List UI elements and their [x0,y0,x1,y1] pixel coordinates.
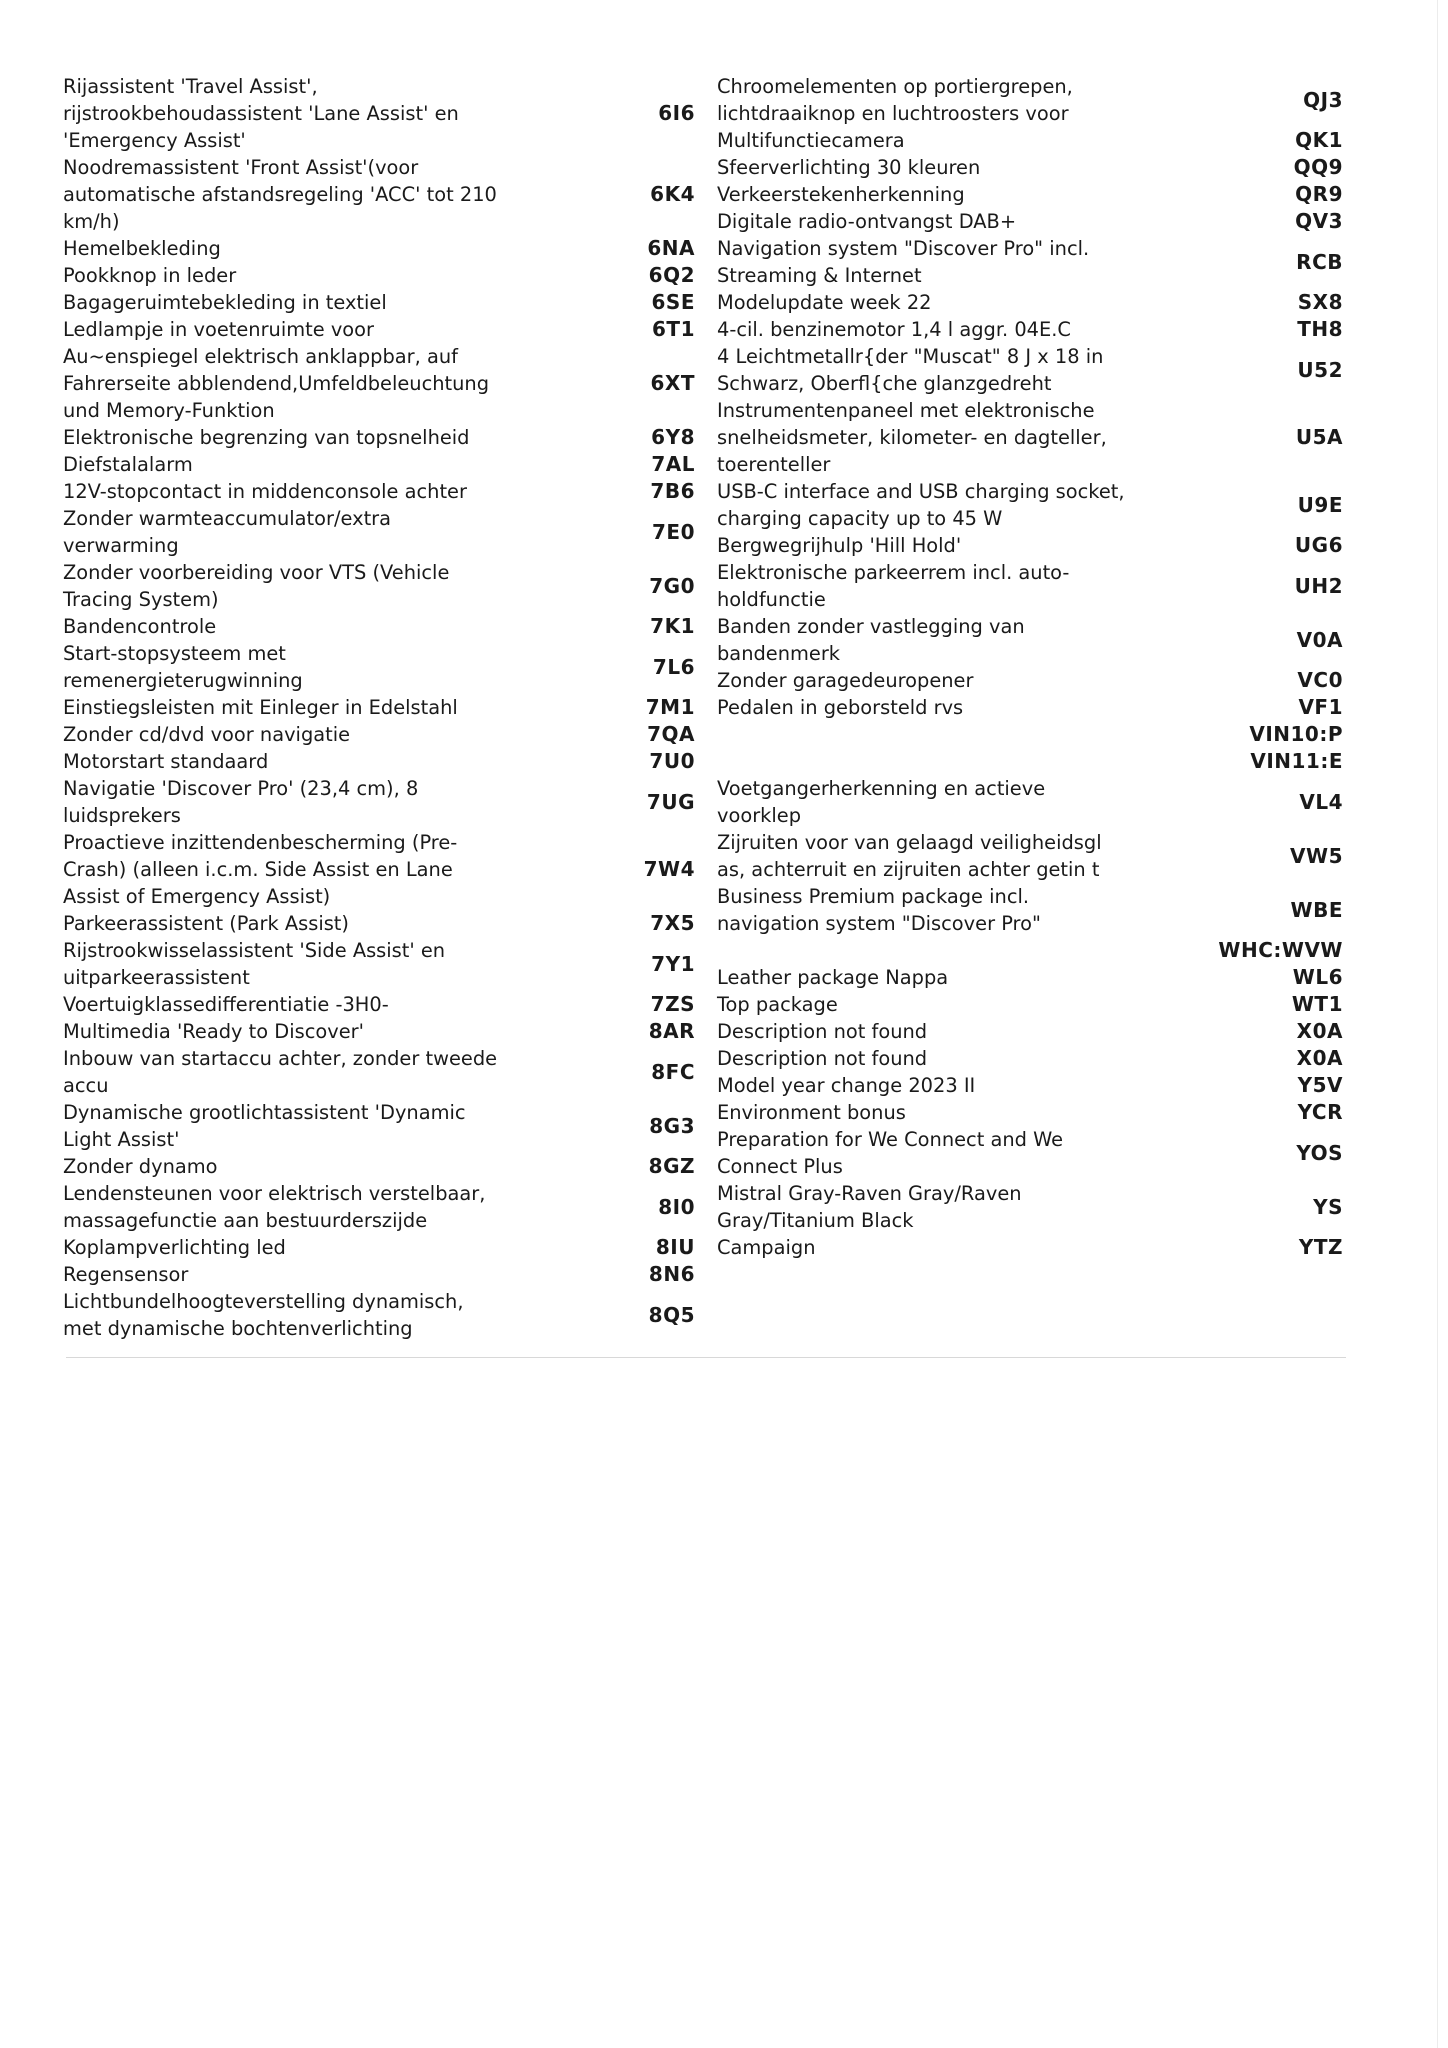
option-description: Einstiegsleisten mit Einleger in Edelstahl [63,696,458,719]
option-code: X0A [1296,1046,1343,1070]
option-code: YOS [1296,1140,1343,1165]
option-code: 7Y1 [651,951,695,976]
option-description: Multifunctiecamera [717,129,905,152]
option-row [63,937,695,991]
option-row [63,424,695,451]
option-row [63,235,695,262]
option-code: 6T1 [652,317,695,341]
scan-edge [1437,0,1438,2048]
options-list-right [717,73,1343,1261]
option-code: VIN10:P [1249,722,1343,746]
option-description: Zijruiten voor van gelaagd veiligheidsgl as, achterruit en zijruiten achter getin t [717,831,1102,881]
option-row [717,235,1343,289]
option-description: Preparation for We Connect and We Connect Plus [717,1128,1064,1178]
option-row [63,1234,695,1261]
option-code: 6NA [647,236,695,260]
option-code: U5A [1295,425,1343,449]
option-row [63,1261,695,1288]
option-code: 7ZS [650,992,695,1016]
option-description: Sfeerverlichting 30 kleuren [717,156,981,179]
option-description: Instrumentenpaneel met elektronische snelheidsmeter, kilometer- en dagteller, toerenteller [717,399,1107,476]
option-code: 6XT [650,371,695,395]
option-row [717,1126,1343,1180]
option-code: QV3 [1295,209,1343,233]
option-description: Elektronische parkeerrem incl. auto- holdfunctie [717,561,1070,611]
option-row [717,1180,1343,1234]
option-code: U52 [1297,357,1343,382]
option-row [717,1045,1343,1072]
option-row [63,829,695,910]
option-description: Business Premium package incl. navigation system "Discover Pro" [717,885,1041,935]
option-row [717,991,1343,1018]
option-code: TH8 [1297,317,1343,341]
option-code: 6Y8 [651,425,695,449]
option-row [63,1099,695,1153]
option-code: 8FC [651,1059,695,1084]
option-description: Chroomelementen op portiergrepen, lichtdraaiknop en luchtroosters voor [717,75,1073,125]
option-code: YS [1313,1194,1343,1219]
option-description: Lendensteunen voor elektrisch verstelbaar, massagefunctie aan bestuurderszijde [63,1182,486,1232]
option-description: Navigatie 'Discover Pro' (23,4 cm), 8 luidsprekers [63,777,419,827]
option-code: 7UG [646,789,695,814]
bottom-divider [66,1357,1346,1358]
option-code: 7E0 [652,519,695,544]
option-description: Digitale radio-ontvangst DAB+ [717,210,1017,233]
option-description: Pedalen in geborsteld rvs [717,696,964,719]
option-description: Au~enspiegel elektrisch anklappbar, auf Fahrerseite abblendend,Umfeldbeleuchtung und Memory-Funktion [63,345,490,422]
option-description: Elektronische begrenzing van topsnelheid [63,426,470,449]
option-code: 8GZ [648,1154,695,1178]
option-code: 7AL [651,452,695,476]
option-description: Zonder cd/dvd voor navigatie [63,723,351,746]
option-code: YTZ [1298,1235,1343,1259]
option-row [63,640,695,694]
option-row [63,748,695,775]
option-code: VF1 [1298,695,1343,719]
option-description: Rijassistent 'Travel Assist', rijstrookbehoudassistent 'Lane Assist' en 'Emergency Assist' [63,75,459,152]
option-code: WBE [1290,897,1343,922]
option-row [63,775,695,829]
option-row [717,748,1343,775]
option-code: WT1 [1291,992,1343,1016]
option-code: WHC:WVW [1218,938,1343,962]
option-description: Modelupdate week 22 [717,291,932,314]
option-row [717,937,1343,964]
option-code: 6SE [651,290,695,314]
option-row [63,1180,695,1234]
option-description: Voertuigklassedifferentiatie -3H0- [63,993,389,1016]
option-row [63,451,695,478]
option-code: UG6 [1294,533,1343,557]
option-description: Bagageruimtebekleding in textiel [63,291,387,314]
option-description: Campaign [717,1236,816,1259]
option-row [63,154,695,235]
option-row [717,775,1343,829]
option-row [717,613,1343,667]
option-code: 6Q2 [648,263,695,287]
option-row [717,289,1343,316]
option-code: WL6 [1292,965,1343,989]
option-row [63,694,695,721]
option-row [63,505,695,559]
option-description: Dynamische grootlichtassistent 'Dynamic Light Assist' [63,1101,466,1151]
option-code: 7U0 [649,749,695,773]
option-row [63,73,695,154]
option-row [63,991,695,1018]
option-code: QK1 [1295,128,1343,152]
option-code: 7K1 [650,614,695,638]
option-code: Y5V [1297,1073,1343,1097]
option-description: Bandencontrole [63,615,217,638]
option-description: Hemelbekleding [63,237,221,260]
option-row [717,397,1343,478]
option-row [63,1153,695,1180]
option-code: 7W4 [643,857,695,881]
option-code: 8IU [655,1235,695,1259]
option-row [717,964,1343,991]
option-row [717,829,1343,883]
option-row [63,910,695,937]
option-row [717,721,1343,748]
option-description: Description not found [717,1020,928,1043]
options-list-left [63,73,695,1342]
option-description: Lichtbundelhoogteverstelling dynamisch, met dynamische bochtenverlichting [63,1290,464,1340]
option-code: 6K4 [650,182,695,206]
option-code: 8N6 [648,1262,695,1286]
option-code: VIN11:E [1250,749,1343,773]
option-description: Start-stopsysteem met remenergieterugwinning [63,642,303,692]
option-code: 8I0 [658,1194,695,1219]
option-code: 7B6 [650,479,695,503]
option-row [63,721,695,748]
option-description: Zonder garagedeuropener [717,669,974,692]
option-row [717,694,1343,721]
option-description: Regensensor [63,1263,189,1286]
option-code: UH2 [1294,573,1343,598]
option-code: 8G3 [649,1113,695,1138]
option-row [63,1045,695,1099]
option-row [717,1234,1343,1261]
option-description: Banden zonder vastlegging van bandenmerk [717,615,1025,665]
option-description: USB-C interface and USB charging socket, charging capacity up to 45 W [717,480,1125,530]
option-row [717,667,1343,694]
option-row [717,559,1343,613]
option-description: Top package [717,993,838,1016]
option-description: Noodremassistent 'Front Assist'(voor automatische afstandsregeling 'ACC' tot 210 km/h) [63,156,497,233]
option-row [717,532,1343,559]
option-code: X0A [1296,1019,1343,1043]
option-description: 4 Leichtmetallr{der "Muscat" 8 J x 18 in Schwarz, Oberfl{che glanzgedreht [717,345,1104,395]
option-row [63,478,695,505]
option-row [63,1288,695,1342]
option-code: RCB [1296,249,1343,274]
option-code: QR9 [1295,182,1343,206]
option-description: Koplampverlichting led [63,1236,286,1259]
option-description: Verkeerstekenherkenning [717,183,965,206]
option-code: YCR [1297,1100,1343,1124]
option-row [717,316,1343,343]
option-row [717,1072,1343,1099]
option-code: SX8 [1297,290,1343,314]
option-code: VL4 [1299,789,1343,814]
option-row [63,613,695,640]
option-description: Motorstart standaard [63,750,269,773]
option-row [717,343,1343,397]
option-description: Inbouw van startaccu achter, zonder tweede accu [63,1047,498,1097]
option-code: U9E [1297,492,1343,517]
option-row [717,883,1343,937]
option-row [63,316,695,343]
option-description: Mistral Gray-Raven Gray/Raven Gray/Titanium Black [717,1182,1022,1232]
option-description: Bergwegrijhulp 'Hill Hold' [717,534,962,557]
option-code: 7L6 [652,654,695,679]
option-row [717,154,1343,181]
option-row [717,478,1343,532]
option-description: Zonder dynamo [63,1155,218,1178]
option-description: Proactieve inzittendenbescherming (Pre- Crash) (alleen i.c.m. Side Assist en Lane Assist of Emergency Assist) [63,831,458,908]
option-code: 7M1 [645,695,695,719]
option-code: 6I6 [658,101,695,125]
option-description: Leather package Nappa [717,966,949,989]
option-row [717,208,1343,235]
option-description: Diefstalalarm [63,453,193,476]
option-description: Model year change 2023 II [717,1074,976,1097]
option-code: QQ9 [1293,155,1343,179]
option-description: 12V-stopcontact in middenconsole achter [63,480,467,503]
option-code: QJ3 [1303,87,1343,112]
option-code: 8AR [648,1019,695,1043]
option-code: 7G0 [649,573,695,598]
option-row [63,559,695,613]
option-row [717,181,1343,208]
option-code: VW5 [1290,843,1343,868]
option-description: Zonder warmteaccumulator/extra verwarming [63,507,392,557]
option-code: V0A [1296,627,1343,652]
option-description: Environment bonus [717,1101,906,1124]
option-row [63,262,695,289]
option-row [717,73,1343,127]
option-description: Voetgangerherkenning en actieve voorklep [717,777,1046,827]
option-row [63,289,695,316]
option-row [63,343,695,424]
option-description: Rijstrookwisselassistent 'Side Assist' en uitparkeerassistent [63,939,446,989]
option-code: 7X5 [650,911,695,935]
option-description: Multimedia 'Ready to Discover' [63,1020,364,1043]
option-code: VC0 [1297,668,1343,692]
option-code: 8Q5 [648,1302,695,1327]
option-row [717,1018,1343,1045]
option-description: Parkeerassistent (Park Assist) [63,912,349,935]
option-description: Navigation system "Discover Pro" incl. Streaming & Internet [717,237,1090,287]
option-description: Zonder voorbereiding voor VTS (Vehicle Tracing System) [63,561,450,611]
option-row [63,1018,695,1045]
option-row [717,1099,1343,1126]
option-code: 7QA [647,722,695,746]
option-row [717,127,1343,154]
option-description: Ledlampje in voetenruimte voor [63,318,374,341]
option-description: Description not found [717,1047,928,1070]
option-description: Pookknop in leder [63,264,237,287]
option-description: 4-cil. benzinemotor 1,4 l aggr. 04E.C [717,318,1071,341]
